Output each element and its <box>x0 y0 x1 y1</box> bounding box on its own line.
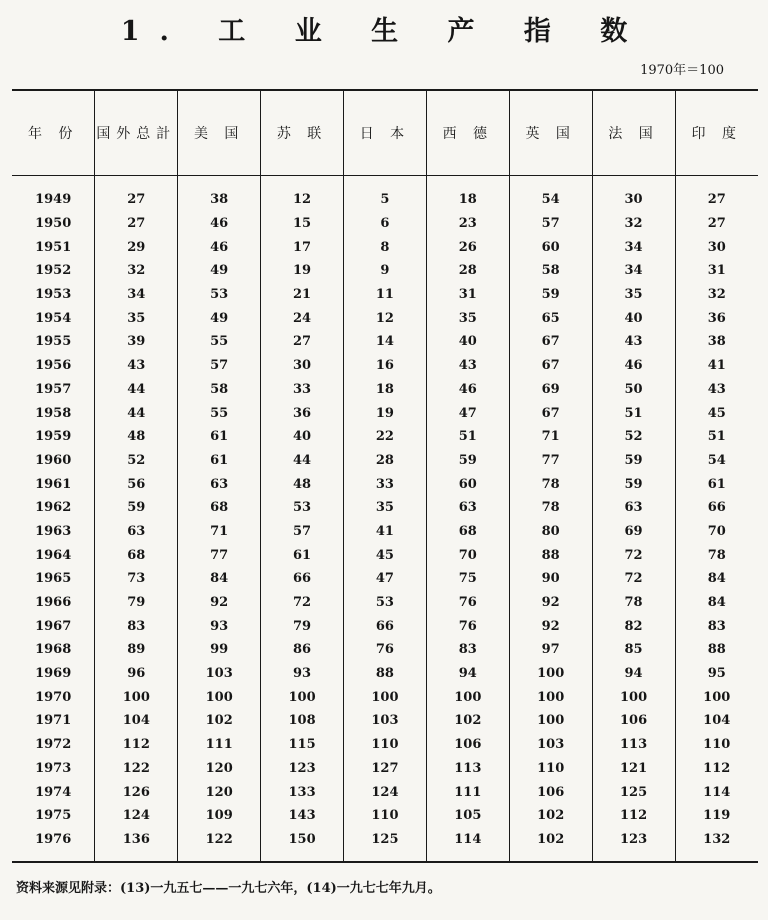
index-value-cell: 120 <box>178 780 261 804</box>
index-value-cell: 122 <box>95 757 178 781</box>
index-value-cell: 35 <box>95 306 178 330</box>
year-cell: 1964 <box>35 547 72 563</box>
year-cell: 1959 <box>35 429 72 445</box>
table-body <box>12 176 758 863</box>
index-value-cell: 38 <box>178 176 261 212</box>
year-cell: 1954 <box>35 310 72 326</box>
source-note: 资料来源见附录：(13)一九五七——一九七六年，(14)一九七七年九月。 <box>16 881 441 896</box>
index-value-cell: 77 <box>509 449 592 473</box>
column-header: 法 国 <box>592 90 675 176</box>
index-value-cell: 114 <box>426 828 509 863</box>
column-header: 年 份 <box>12 90 95 176</box>
index-value-cell: 18 <box>426 176 509 212</box>
index-value-cell: 59 <box>592 472 675 496</box>
index-value-cell: 61 <box>675 472 758 496</box>
index-value-cell: 77 <box>178 543 261 567</box>
year-cell: 1968 <box>35 642 72 658</box>
index-value-cell: 125 <box>592 780 675 804</box>
index-value-cell: 17 <box>261 235 344 259</box>
index-value-cell: 75 <box>426 567 509 591</box>
index-value-cell: 49 <box>178 306 261 330</box>
index-value-cell: 106 <box>592 709 675 733</box>
index-value-cell: 46 <box>178 235 261 259</box>
index-value-cell: 103 <box>509 733 592 757</box>
index-value-cell: 92 <box>509 614 592 638</box>
index-value-cell: 63 <box>426 496 509 520</box>
index-value-cell: 41 <box>344 520 427 544</box>
index-value-cell: 66 <box>675 496 758 520</box>
index-value-cell: 71 <box>178 520 261 544</box>
table-row <box>12 212 758 236</box>
index-value-cell: 121 <box>592 757 675 781</box>
table-row <box>12 354 758 378</box>
index-value-cell: 53 <box>178 283 261 307</box>
index-value-cell: 100 <box>261 685 344 709</box>
table-row <box>12 401 758 425</box>
index-value-cell: 124 <box>95 804 178 828</box>
index-value-cell: 104 <box>675 709 758 733</box>
index-value-cell: 8 <box>344 235 427 259</box>
index-value-cell: 84 <box>675 567 758 591</box>
index-value-cell: 83 <box>95 614 178 638</box>
year-cell: 1962 <box>35 500 72 516</box>
index-value-cell: 61 <box>261 543 344 567</box>
index-value-cell: 30 <box>261 354 344 378</box>
index-value-cell: 32 <box>592 212 675 236</box>
page-title: 1. 工 业 生 产 指 数 <box>120 16 648 47</box>
index-value-cell: 19 <box>261 259 344 283</box>
index-value-cell: 32 <box>675 283 758 307</box>
year-cell: 1970 <box>35 689 72 705</box>
table-row <box>12 425 758 449</box>
index-value-cell: 67 <box>509 354 592 378</box>
index-value-cell: 100 <box>509 685 592 709</box>
index-value-cell: 5 <box>344 176 427 212</box>
index-value-cell: 52 <box>592 425 675 449</box>
index-value-cell: 112 <box>592 804 675 828</box>
index-value-cell: 63 <box>178 472 261 496</box>
index-value-cell: 132 <box>675 828 758 863</box>
index-value-cell: 56 <box>95 472 178 496</box>
index-value-cell: 54 <box>675 449 758 473</box>
table-row <box>12 757 758 781</box>
index-value-cell: 79 <box>95 591 178 615</box>
table-row <box>12 449 758 473</box>
index-value-cell: 68 <box>178 496 261 520</box>
index-value-cell: 106 <box>509 780 592 804</box>
table-row <box>12 591 758 615</box>
index-value-cell: 70 <box>675 520 758 544</box>
index-value-cell: 35 <box>592 283 675 307</box>
index-value-cell: 30 <box>675 235 758 259</box>
year-cell: 1966 <box>35 595 72 611</box>
table-header-row <box>12 90 758 176</box>
index-value-cell: 99 <box>178 638 261 662</box>
index-value-cell: 100 <box>509 662 592 686</box>
index-value-cell: 97 <box>509 638 592 662</box>
table-row <box>12 306 758 330</box>
index-value-cell: 100 <box>344 685 427 709</box>
table-row <box>12 543 758 567</box>
index-value-cell: 89 <box>95 638 178 662</box>
index-value-cell: 19 <box>344 401 427 425</box>
index-value-cell: 110 <box>344 804 427 828</box>
index-value-cell: 27 <box>675 176 758 212</box>
index-value-cell: 36 <box>261 401 344 425</box>
column-header: 苏 联 <box>261 90 344 176</box>
index-value-cell: 71 <box>509 425 592 449</box>
table-row <box>12 804 758 828</box>
year-cell: 1969 <box>35 666 72 682</box>
index-value-cell: 120 <box>178 757 261 781</box>
index-value-cell: 60 <box>509 235 592 259</box>
index-value-cell: 76 <box>426 591 509 615</box>
column-header: 美 国 <box>178 90 261 176</box>
table-row <box>12 520 758 544</box>
index-value-cell: 54 <box>509 176 592 212</box>
index-value-cell: 96 <box>95 662 178 686</box>
index-value-cell: 82 <box>592 614 675 638</box>
year-cell: 1965 <box>35 571 72 587</box>
index-value-cell: 33 <box>261 378 344 402</box>
index-value-cell: 46 <box>426 378 509 402</box>
index-value-cell: 79 <box>261 614 344 638</box>
year-cell: 1956 <box>35 358 72 374</box>
index-value-cell: 40 <box>592 306 675 330</box>
table-row <box>12 614 758 638</box>
index-value-cell: 15 <box>261 212 344 236</box>
index-value-cell: 35 <box>344 496 427 520</box>
index-value-cell: 44 <box>95 378 178 402</box>
index-value-cell: 110 <box>344 733 427 757</box>
index-value-cell: 22 <box>344 425 427 449</box>
index-value-cell: 66 <box>261 567 344 591</box>
index-value-cell: 103 <box>344 709 427 733</box>
index-value-cell: 100 <box>95 685 178 709</box>
index-value-cell: 72 <box>261 591 344 615</box>
index-value-cell: 85 <box>592 638 675 662</box>
index-value-cell: 39 <box>95 330 178 354</box>
index-value-cell: 110 <box>509 757 592 781</box>
index-value-cell: 95 <box>675 662 758 686</box>
index-value-cell: 76 <box>426 614 509 638</box>
index-value-cell: 46 <box>178 212 261 236</box>
index-value-cell: 59 <box>509 283 592 307</box>
index-value-cell: 102 <box>509 828 592 863</box>
index-value-cell: 38 <box>675 330 758 354</box>
index-value-cell: 40 <box>261 425 344 449</box>
index-value-cell: 45 <box>344 543 427 567</box>
index-value-cell: 23 <box>426 212 509 236</box>
table-row <box>12 259 758 283</box>
index-value-cell: 72 <box>592 543 675 567</box>
index-value-cell: 6 <box>344 212 427 236</box>
table-row <box>12 330 758 354</box>
index-value-cell: 113 <box>426 757 509 781</box>
year-cell: 1971 <box>35 713 72 729</box>
index-value-cell: 33 <box>344 472 427 496</box>
index-value-cell: 111 <box>178 733 261 757</box>
index-value-cell: 43 <box>95 354 178 378</box>
index-value-cell: 43 <box>675 378 758 402</box>
index-value-cell: 127 <box>344 757 427 781</box>
index-value-cell: 34 <box>95 283 178 307</box>
index-value-cell: 27 <box>675 212 758 236</box>
index-value-cell: 63 <box>592 496 675 520</box>
index-value-cell: 50 <box>592 378 675 402</box>
index-value-cell: 100 <box>426 685 509 709</box>
index-value-cell: 61 <box>178 425 261 449</box>
index-value-cell: 108 <box>261 709 344 733</box>
index-value-cell: 93 <box>178 614 261 638</box>
index-value-cell: 84 <box>675 591 758 615</box>
index-value-cell: 53 <box>261 496 344 520</box>
index-value-cell: 94 <box>592 662 675 686</box>
index-value-cell: 123 <box>261 757 344 781</box>
index-value-cell: 57 <box>178 354 261 378</box>
index-value-cell: 47 <box>426 401 509 425</box>
index-value-cell: 44 <box>261 449 344 473</box>
table-row <box>12 283 758 307</box>
index-value-cell: 110 <box>675 733 758 757</box>
table-row <box>12 638 758 662</box>
index-value-cell: 46 <box>592 354 675 378</box>
index-value-cell: 126 <box>95 780 178 804</box>
index-value-cell: 35 <box>426 306 509 330</box>
index-value-cell: 27 <box>95 176 178 212</box>
index-value-cell: 67 <box>509 330 592 354</box>
index-value-cell: 78 <box>509 496 592 520</box>
index-value-cell: 52 <box>95 449 178 473</box>
year-cell: 1955 <box>35 334 72 350</box>
index-value-cell: 51 <box>426 425 509 449</box>
table-row <box>12 828 758 863</box>
index-value-cell: 63 <box>95 520 178 544</box>
index-value-cell: 109 <box>178 804 261 828</box>
index-value-cell: 32 <box>95 259 178 283</box>
index-value-cell: 14 <box>344 330 427 354</box>
index-value-cell: 102 <box>178 709 261 733</box>
index-value-cell: 86 <box>261 638 344 662</box>
index-value-cell: 76 <box>344 638 427 662</box>
index-value-cell: 41 <box>675 354 758 378</box>
index-value-cell: 72 <box>592 567 675 591</box>
year-cell: 1960 <box>35 452 72 468</box>
index-value-cell: 69 <box>509 378 592 402</box>
index-value-cell: 115 <box>261 733 344 757</box>
index-value-cell: 51 <box>592 401 675 425</box>
index-value-cell: 28 <box>344 449 427 473</box>
column-header: 国外总計 <box>95 90 178 176</box>
index-value-cell: 100 <box>178 685 261 709</box>
year-cell: 1963 <box>35 523 72 539</box>
year-cell: 1974 <box>35 784 72 800</box>
year-cell: 1972 <box>35 737 72 753</box>
index-value-cell: 83 <box>675 614 758 638</box>
index-value-cell: 34 <box>592 235 675 259</box>
index-value-cell: 66 <box>344 614 427 638</box>
index-value-cell: 18 <box>344 378 427 402</box>
index-value-cell: 102 <box>509 804 592 828</box>
index-value-cell: 150 <box>261 828 344 863</box>
year-cell: 1952 <box>35 263 72 279</box>
table-row <box>12 378 758 402</box>
index-value-cell: 73 <box>95 567 178 591</box>
index-value-cell: 93 <box>261 662 344 686</box>
table-row <box>12 235 758 259</box>
index-value-cell: 78 <box>592 591 675 615</box>
column-header: 日 本 <box>344 90 427 176</box>
index-value-cell: 65 <box>509 306 592 330</box>
index-value-cell: 57 <box>509 212 592 236</box>
index-value-cell: 24 <box>261 306 344 330</box>
table-row <box>12 662 758 686</box>
index-value-cell: 78 <box>509 472 592 496</box>
index-value-cell: 67 <box>509 401 592 425</box>
index-value-cell: 59 <box>95 496 178 520</box>
index-value-cell: 12 <box>344 306 427 330</box>
index-value-cell: 48 <box>261 472 344 496</box>
index-value-cell: 68 <box>95 543 178 567</box>
index-value-cell: 123 <box>592 828 675 863</box>
column-header: 印 度 <box>675 90 758 176</box>
index-value-cell: 34 <box>592 259 675 283</box>
table-row <box>12 176 758 212</box>
index-value-cell: 136 <box>95 828 178 863</box>
index-value-cell: 88 <box>675 638 758 662</box>
index-value-cell: 53 <box>344 591 427 615</box>
index-value-cell: 70 <box>426 543 509 567</box>
index-value-cell: 60 <box>426 472 509 496</box>
index-value-cell: 57 <box>261 520 344 544</box>
index-value-cell: 114 <box>675 780 758 804</box>
year-cell: 1958 <box>35 405 72 421</box>
table-row <box>12 685 758 709</box>
index-value-cell: 106 <box>426 733 509 757</box>
index-value-cell: 31 <box>675 259 758 283</box>
year-cell: 1957 <box>35 381 72 397</box>
index-value-cell: 45 <box>675 401 758 425</box>
index-value-cell: 11 <box>344 283 427 307</box>
index-value-cell: 58 <box>178 378 261 402</box>
index-value-cell: 133 <box>261 780 344 804</box>
index-value-cell: 125 <box>344 828 427 863</box>
index-value-cell: 94 <box>426 662 509 686</box>
base-year-note: 1970年＝100 <box>640 63 724 78</box>
index-value-cell: 31 <box>426 283 509 307</box>
table-row <box>12 709 758 733</box>
index-value-cell: 40 <box>426 330 509 354</box>
index-value-cell: 80 <box>509 520 592 544</box>
index-value-cell: 83 <box>426 638 509 662</box>
index-value-cell: 48 <box>95 425 178 449</box>
index-value-cell: 113 <box>592 733 675 757</box>
index-value-cell: 100 <box>592 685 675 709</box>
index-value-cell: 112 <box>675 757 758 781</box>
index-value-cell: 122 <box>178 828 261 863</box>
index-value-cell: 78 <box>675 543 758 567</box>
year-cell: 1950 <box>35 216 72 232</box>
index-value-cell: 88 <box>344 662 427 686</box>
index-value-cell: 43 <box>592 330 675 354</box>
year-cell: 1951 <box>35 239 72 255</box>
index-value-cell: 58 <box>509 259 592 283</box>
year-cell: 1973 <box>35 760 72 776</box>
index-value-cell: 27 <box>261 330 344 354</box>
year-cell: 1975 <box>35 808 72 824</box>
index-value-cell: 100 <box>675 685 758 709</box>
index-value-cell: 103 <box>178 662 261 686</box>
index-value-cell: 12 <box>261 176 344 212</box>
index-value-cell: 69 <box>592 520 675 544</box>
index-value-cell: 47 <box>344 567 427 591</box>
index-value-cell: 84 <box>178 567 261 591</box>
index-value-cell: 36 <box>675 306 758 330</box>
index-value-cell: 43 <box>426 354 509 378</box>
index-value-cell: 59 <box>426 449 509 473</box>
index-value-cell: 92 <box>509 591 592 615</box>
index-value-cell: 88 <box>509 543 592 567</box>
table-row <box>12 567 758 591</box>
index-value-cell: 90 <box>509 567 592 591</box>
index-value-cell: 29 <box>95 235 178 259</box>
year-cell: 1961 <box>35 476 72 492</box>
index-value-cell: 119 <box>675 804 758 828</box>
industrial-production-index-table <box>12 89 758 863</box>
index-value-cell: 61 <box>178 449 261 473</box>
index-value-cell: 28 <box>426 259 509 283</box>
index-value-cell: 124 <box>344 780 427 804</box>
index-value-cell: 102 <box>426 709 509 733</box>
index-value-cell: 100 <box>509 709 592 733</box>
year-cell: 1949 <box>35 192 72 208</box>
index-value-cell: 111 <box>426 780 509 804</box>
index-value-cell: 143 <box>261 804 344 828</box>
index-value-cell: 30 <box>592 176 675 212</box>
column-header: 英 国 <box>509 90 592 176</box>
table-row <box>12 780 758 804</box>
index-value-cell: 104 <box>95 709 178 733</box>
index-value-cell: 55 <box>178 401 261 425</box>
index-value-cell: 16 <box>344 354 427 378</box>
table-row <box>12 733 758 757</box>
index-value-cell: 92 <box>178 591 261 615</box>
index-value-cell: 44 <box>95 401 178 425</box>
column-header: 西 德 <box>426 90 509 176</box>
table-row <box>12 472 758 496</box>
index-value-cell: 21 <box>261 283 344 307</box>
index-value-cell: 9 <box>344 259 427 283</box>
index-value-cell: 112 <box>95 733 178 757</box>
index-value-cell: 68 <box>426 520 509 544</box>
index-value-cell: 51 <box>675 425 758 449</box>
year-cell: 1953 <box>35 287 72 303</box>
index-value-cell: 55 <box>178 330 261 354</box>
year-cell: 1967 <box>35 618 72 634</box>
table-row <box>12 496 758 520</box>
year-cell: 1976 <box>35 831 72 847</box>
index-value-cell: 105 <box>426 804 509 828</box>
index-value-cell: 49 <box>178 259 261 283</box>
index-value-cell: 26 <box>426 235 509 259</box>
index-value-cell: 59 <box>592 449 675 473</box>
index-value-cell: 27 <box>95 212 178 236</box>
